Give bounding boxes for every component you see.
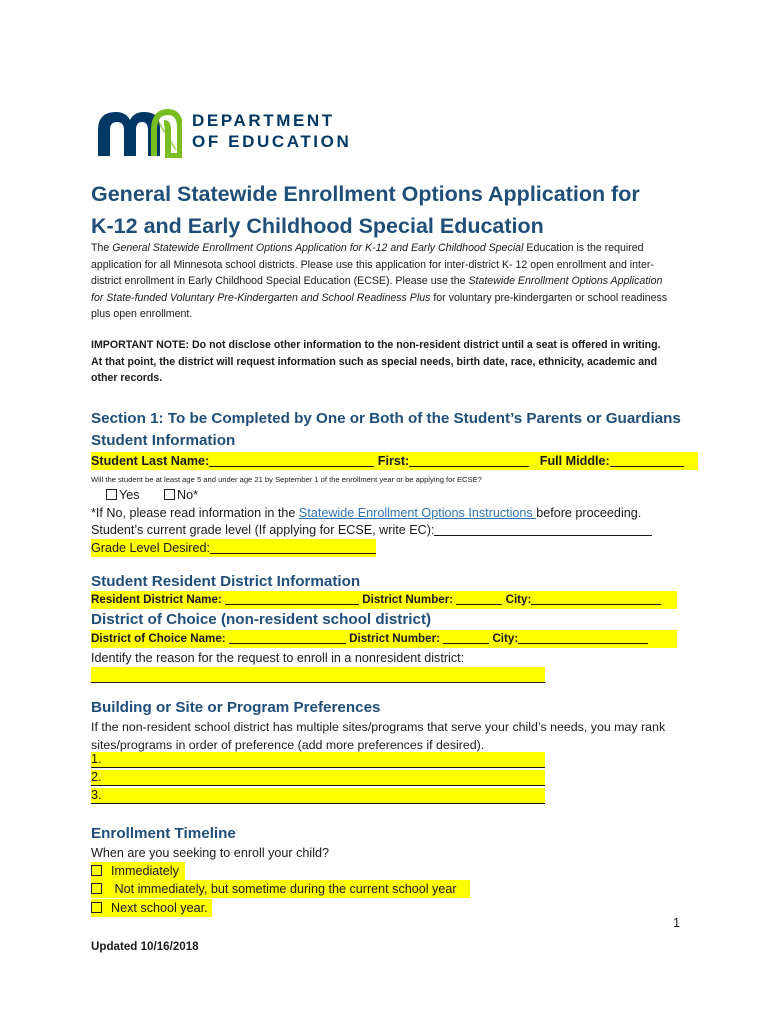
immediately-checkbox[interactable] [91,865,102,876]
age-question: Will the student be at least age 5 and under age 21 by September 1 of the enrollment year or be applying for ECSE? [91,475,482,484]
title-line2: K-12 and Early Childhood Special Education [91,214,544,238]
dept-line1: DEPARTMENT [192,111,335,130]
preference-3[interactable] [91,788,545,804]
middle-name-label: Full Middle: [539,454,610,468]
timeline-option-3[interactable] [91,899,212,917]
choice-row [91,630,677,648]
mn-logo [96,108,182,158]
choice-name-label: District of Choice Name: [91,632,226,645]
intro-paragraph [91,240,671,323]
no-checkbox[interactable] [164,489,175,500]
yes-checkbox[interactable] [106,489,117,500]
first-name-field[interactable] [409,454,529,467]
current-grade-row [91,521,652,539]
current-grade-field[interactable] [434,523,652,536]
current-year-checkbox[interactable] [91,883,102,894]
last-name-field[interactable] [209,454,374,467]
no-label: No* [177,488,199,502]
intro-text-a: The [91,242,113,254]
if-no-note [91,504,641,522]
title-line1: General Statewide Enrollment Options Application for [91,182,640,206]
intro-text-c: Education is the required application for all Minnesota school districts. Please use this application for inter-district K- 12 open enrollment and inter-district enrollment in Early Childhood Special Education (ECSE). Please use the [91,242,654,287]
choice-city-label: City: [492,632,519,645]
student-name-row [91,452,698,470]
resident-row [91,591,677,609]
important-note: IMPORTANT NOTE: Do not disclose other information to the non-resident district until a seat is offered in writing. At that point, the district will request information such as special needs, birth date, race, ethnicity, academic and other records. [91,339,661,384]
immediately-label: Immediately [111,864,179,878]
yes-label: Yes [119,488,140,502]
age-answer-row [106,486,198,504]
intro-form-name: General Statewide Enrollment Options Application for K-12 and Early Childhood Special [112,242,524,254]
dept-line2: OF EDUCATION [192,132,352,151]
last-name-label: Student Last Name: [91,454,210,468]
current-year-label: Not immediately, but sometime during the current school year [114,882,457,896]
choice-number-field[interactable] [443,631,489,644]
resident-city-field[interactable] [531,592,661,605]
resident-name-label: Resident District Name: [91,593,222,606]
first-name-label: First: [377,454,410,468]
timeline-option-2[interactable] [91,880,470,898]
resident-number-label: District Number: [362,593,454,606]
instructions-link[interactable]: Statewide Enrollment Options Instructions [298,506,537,520]
grade-desired-row [91,539,376,557]
choice-name-field[interactable] [229,631,346,644]
intro-text-e: for voluntary pre-kindergarten or school readiness plus open enrollment. [91,291,668,320]
preference-3-label: 3. [91,788,102,802]
current-grade-label: Student’s current grade level (If applying for ECSE, write EC): [91,523,435,537]
department-wordmark [192,110,351,152]
middle-name-field[interactable] [610,454,684,467]
choice-number-label: District Number: [349,632,440,645]
preference-1[interactable] [91,752,545,768]
student-info-heading: Student Information [91,432,236,449]
preference-2[interactable] [91,770,545,786]
resident-heading: Student Resident District Information [91,573,361,590]
reason-field[interactable] [91,667,545,683]
resident-number-field[interactable] [456,592,502,605]
reason-label: Identify the reason for the request to enroll in a nonresident district: [91,651,465,665]
preference-2-label: 2. [91,770,102,784]
building-text: If the non-resident school district has multiple sites/programs that serve your child’s needs, you may rank sites/programs in order of preference (add more preferences if desired). [91,720,666,752]
page-title [91,178,640,242]
timeline-option-1[interactable] [91,862,185,880]
timeline-question: When are you seeking to enroll your child? [91,846,330,860]
updated-date: Updated 10/16/2018 [91,940,199,953]
if-no-text-a: *If No, please read information in the [91,506,299,520]
preference-1-label: 1. [91,752,102,766]
section1-heading: Section 1: To be Completed by One or Both of the Student’s Parents or Guardians [91,410,681,427]
choice-city-field[interactable] [518,631,648,644]
resident-name-field[interactable] [225,592,359,605]
timeline-heading: Enrollment Timeline [91,825,236,842]
next-year-label: Next school year. [111,901,208,915]
grade-desired-field[interactable] [210,541,376,554]
building-heading: Building or Site or Program Preferences [91,699,381,716]
resident-city-label: City: [505,593,532,606]
choice-heading: District of Choice (non-resident school district) [91,611,432,628]
if-no-text-b: before proceeding. [536,506,642,520]
page-number: 1 [673,916,681,930]
grade-desired-label: Grade Level Desired: [91,541,211,555]
intro-prek-form-name: Statewide Enrollment Options Application for State-funded Voluntary Pre-Kindergarten and School Readiness Plus [91,275,663,304]
next-year-checkbox[interactable] [91,902,102,913]
